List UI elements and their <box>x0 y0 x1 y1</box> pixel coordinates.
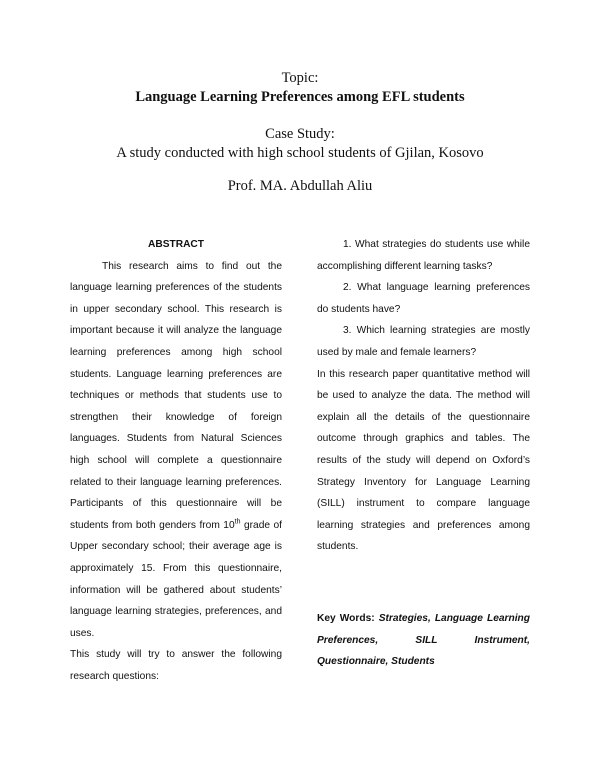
author-name: Prof. MA. Abdullah Aliu <box>227 178 373 194</box>
superscript-th: th <box>234 518 241 526</box>
paper-title: Language Learning Preferences among EFL students <box>135 89 465 105</box>
abstract-paragraph <box>70 256 282 645</box>
left-column <box>70 234 282 687</box>
abstract-text-part2: grade of Upper secondary school; their average age is approximately 15. From this questionnaire, information will be gathered about students’ language learning strategies, preferences, and uses. <box>70 519 282 639</box>
keywords <box>317 608 530 673</box>
keywords-text: Strategies, Language Learning Preferences, SILL Instrument, Questionnaire, Students <box>317 612 530 668</box>
topic-label: Topic: <box>281 70 319 86</box>
abstract-text-part1: This research aims to find out the language learning preferences of the students in upper secondary school. This research is important because it will analyze the language learning preferences among high school students. Language learning preferences are techniques or methods that students use to strengthen their knowledge of foreign languages. Students from Natural Sciences high school will complete a questionnaire related to their language learning preferences. Participants of this questionnaire will be students from both genders from 10 <box>70 260 282 531</box>
research-question-1: 1. What strategies do students use while accomplishing different learning tasks? <box>317 239 530 272</box>
method-paragraph: In this research paper quantitative method will be used to analyze the data. The method will explain all the details of the questionnaire outcome through graphics and tables. The results of the study will depend on Oxford’s Strategy Inventory for Language Learning (SILL) instrument to compare language learning strategies and preferences among students. <box>317 368 530 553</box>
case-study-subtitle: A study conducted with high school students of Gjilan, Kosovo <box>116 145 484 161</box>
right-column <box>317 234 530 673</box>
research-question-2: 2. What language learning preferences do students have? <box>317 282 530 315</box>
paper-header <box>0 69 600 196</box>
case-study-label: Case Study: <box>265 126 335 142</box>
research-question-3: 3. Which learning strategies are mostly used by male and female learners? <box>317 325 530 358</box>
keywords-label: Key Words: <box>317 612 379 624</box>
research-questions-intro: This study will try to answer the following research questions: <box>70 649 282 682</box>
abstract-heading: ABSTRACT <box>147 239 205 250</box>
